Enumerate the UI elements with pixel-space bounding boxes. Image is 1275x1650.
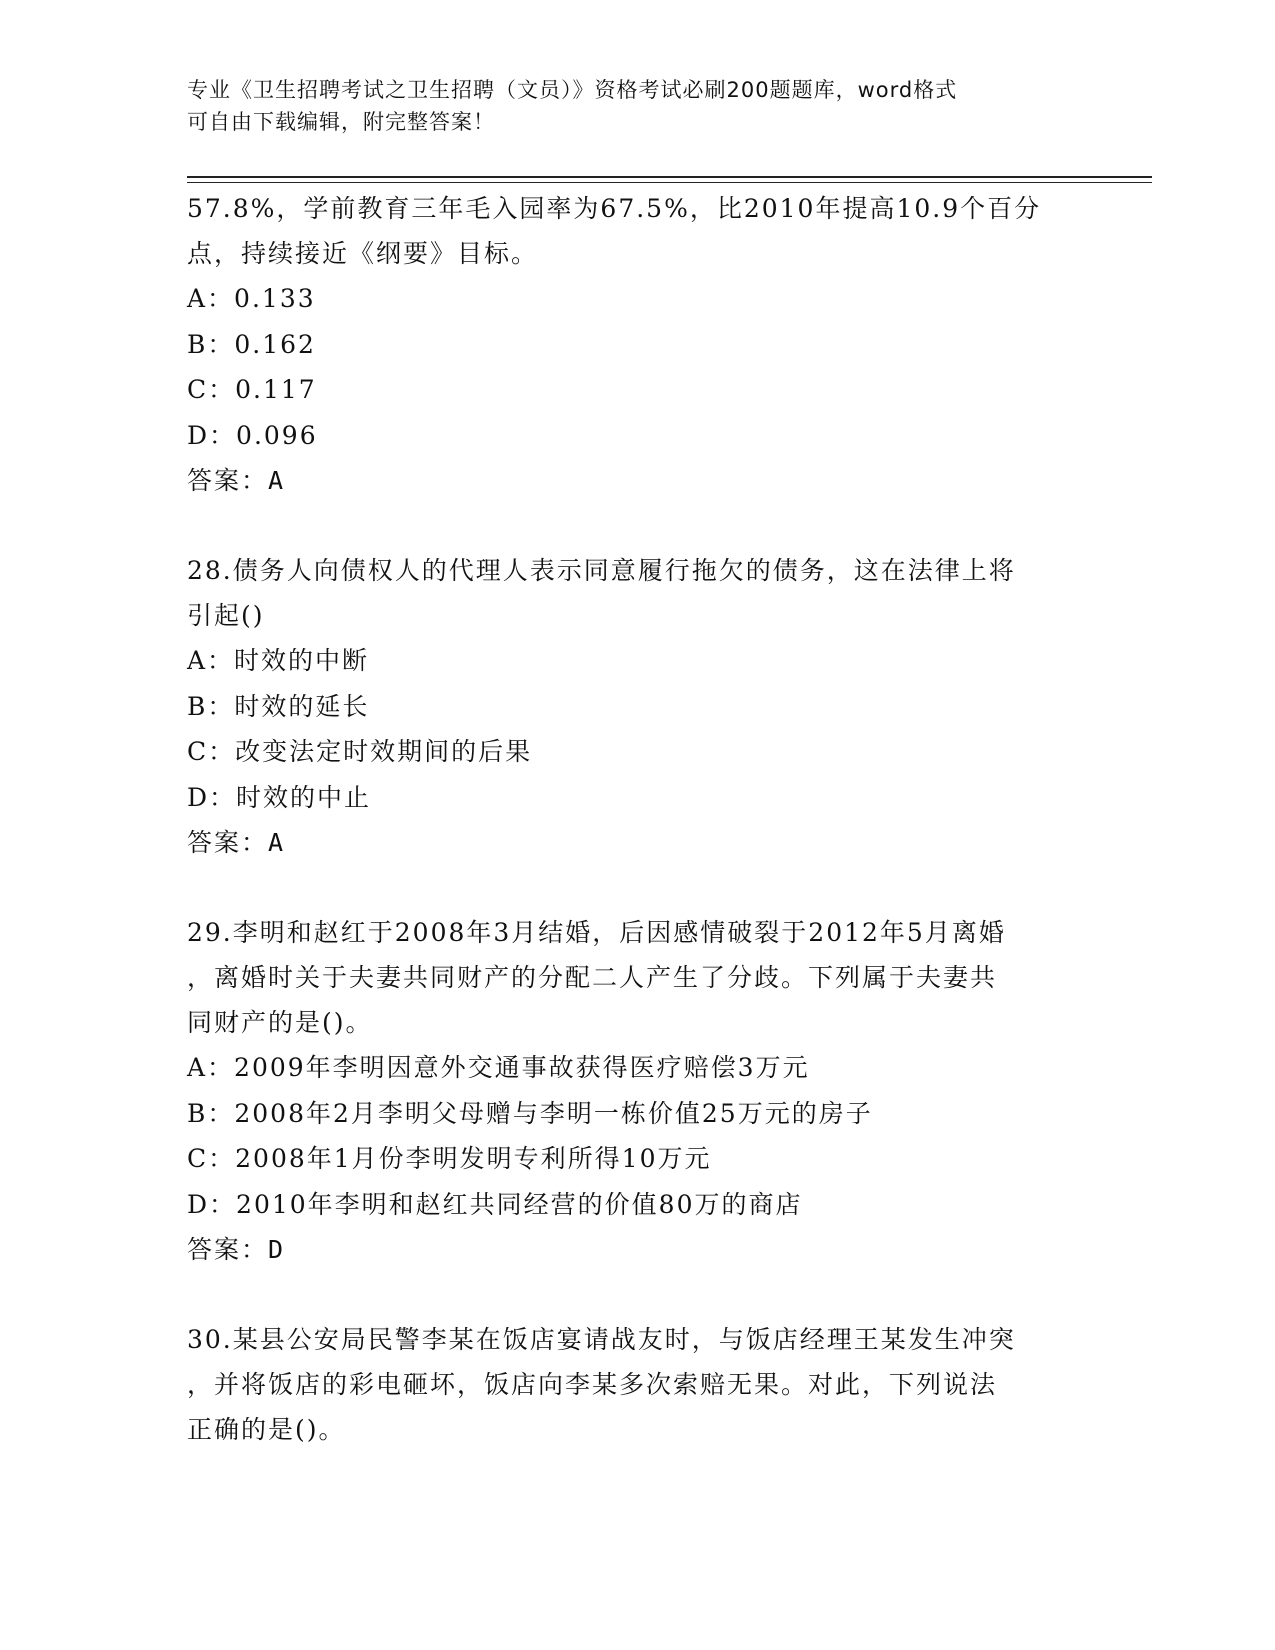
header-divider-thin <box>187 182 1152 183</box>
question-stem-line: 30.某县公安局民警李某在饭店宴请战友时，与饭店经理王某发生冲突 <box>187 1325 1016 1354</box>
header-line-1: 专业《卫生招聘考试之卫生招聘（文员）》资格考试必刷200题题库，word格式 <box>187 78 958 102</box>
answer-line <box>187 458 1077 503</box>
question-stem-line: 57.8%，学前教育三年毛入园率为67.5%，比2010年提高10.9个百分 <box>187 194 1042 223</box>
option-c: C：2008年1月份李明发明专利所得10万元 <box>187 1144 712 1173</box>
document-header <box>187 74 1067 138</box>
option-b: B：0.162 <box>187 329 316 359</box>
option-c: C：0.117 <box>187 375 317 404</box>
question-stem-line: ，离婚时关于夫妻共同财产的分配二人产生了分歧。下列属于夫妻共 <box>187 963 998 992</box>
option-a: A：时效的中断 <box>187 646 370 675</box>
answer-line <box>187 1227 1077 1272</box>
question-stem-line: 正确的是()。 <box>187 1415 346 1444</box>
question-list <box>187 186 1077 1452</box>
option-a: A：2009年李明因意外交通事故获得医疗赔偿3万元 <box>187 1053 810 1082</box>
answer-label: 答案： <box>187 1235 269 1264</box>
question-stem-line: ，并将饭店的彩电砸坏，饭店向李某多次索赔无果。对此，下列说法 <box>187 1370 998 1399</box>
option-c: C：改变法定时效期间的后果 <box>187 737 533 766</box>
option-d: D：2010年李明和赵红共同经营的价值80万的商店 <box>187 1189 803 1219</box>
option-b: B：2008年2月李明父母赠与李明一栋价值25万元的房子 <box>187 1098 873 1128</box>
question-block <box>187 548 1077 865</box>
question-block <box>187 910 1077 1272</box>
header-line-2: 可自由下载编辑，附完整答案！ <box>187 110 495 134</box>
option-b: B：时效的延长 <box>187 691 370 721</box>
answer-value: A <box>268 466 286 495</box>
answer-label: 答案： <box>187 466 269 495</box>
question-stem-line: 引起() <box>187 601 265 630</box>
option-d: D：时效的中止 <box>187 782 372 812</box>
question-stem-line: 点，持续接近《纲要》目标。 <box>187 239 539 268</box>
answer-label: 答案： <box>187 828 269 857</box>
answer-value: D <box>268 1235 286 1264</box>
question-stem-line: 29.李明和赵红于2008年3月结婚，后因感情破裂于2012年5月离婚 <box>187 918 1006 947</box>
answer-line <box>187 820 1077 865</box>
option-a: A：0.133 <box>187 284 316 313</box>
header-divider-thick <box>187 176 1152 178</box>
question-block <box>187 186 1077 503</box>
option-d: D：0.096 <box>187 420 318 450</box>
answer-value: A <box>268 828 286 857</box>
question-stem-line: 28.债务人向债权人的代理人表示同意履行拖欠的债务，这在法律上将 <box>187 556 1016 585</box>
question-block <box>187 1317 1077 1452</box>
question-stem-line: 同财产的是()。 <box>187 1008 373 1037</box>
